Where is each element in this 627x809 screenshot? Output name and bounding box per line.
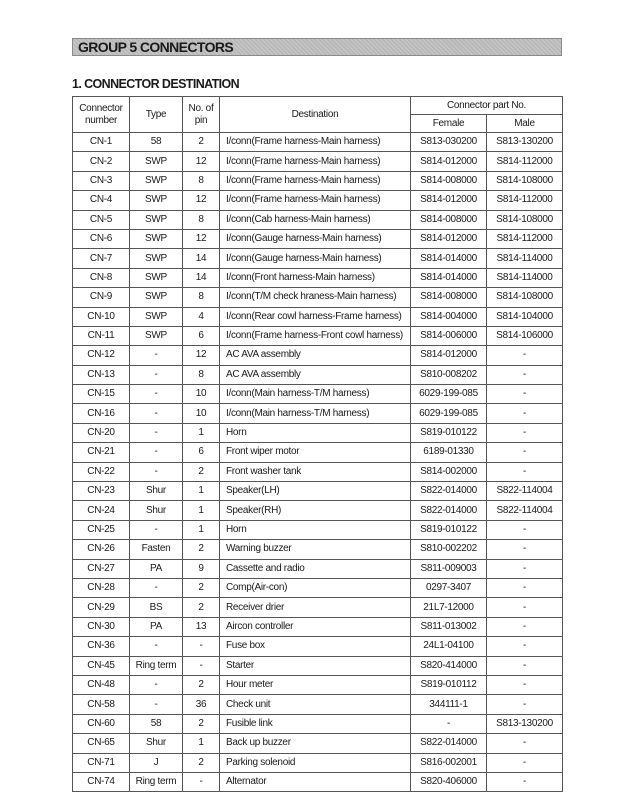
female-part-cell: S814-006000 bbox=[411, 326, 487, 345]
pin-count-cell: 8 bbox=[183, 210, 220, 229]
table-row bbox=[73, 307, 563, 326]
pin-count-cell: 2 bbox=[183, 598, 220, 617]
destination-cell: I/conn(Main harness-T/M harness) bbox=[220, 404, 411, 423]
table-row bbox=[73, 210, 563, 229]
table-row bbox=[73, 133, 563, 152]
group-title: GROUP 5 CONNECTORS bbox=[78, 39, 234, 55]
destination-cell: I/conn(Frame harness-Main harness) bbox=[220, 152, 411, 171]
table-row bbox=[73, 423, 563, 442]
connector-number-cell: CN-24 bbox=[73, 501, 130, 520]
connector-number-cell: CN-6 bbox=[73, 229, 130, 248]
type-cell: SWP bbox=[130, 210, 183, 229]
connector-destination-table bbox=[72, 96, 563, 792]
type-cell: - bbox=[130, 675, 183, 694]
destination-cell: Horn bbox=[220, 423, 411, 442]
type-cell: PA bbox=[130, 617, 183, 636]
pin-count-cell: 1 bbox=[183, 423, 220, 442]
connector-number-cell: CN-8 bbox=[73, 268, 130, 287]
female-part-cell: S820-406000 bbox=[411, 772, 487, 791]
header-no-of-pin: No. of pin bbox=[183, 97, 220, 133]
pin-count-cell: 2 bbox=[183, 133, 220, 152]
destination-cell: I/conn(Gauge harness-Main harness) bbox=[220, 249, 411, 268]
male-part-cell: S814-108000 bbox=[487, 288, 563, 307]
pin-count-cell: 8 bbox=[183, 288, 220, 307]
table-row bbox=[73, 675, 563, 694]
male-part-cell: - bbox=[487, 637, 563, 656]
connector-number-cell: CN-74 bbox=[73, 772, 130, 791]
type-cell: 58 bbox=[130, 714, 183, 733]
destination-cell: Speaker(RH) bbox=[220, 501, 411, 520]
pin-count-cell: 1 bbox=[183, 501, 220, 520]
female-part-cell: 21L7-12000 bbox=[411, 598, 487, 617]
type-cell: SWP bbox=[130, 288, 183, 307]
destination-cell: Cassette and radio bbox=[220, 559, 411, 578]
connector-number-cell: CN-23 bbox=[73, 482, 130, 501]
type-cell: Ring term bbox=[130, 772, 183, 791]
female-part-cell: S814-012000 bbox=[411, 191, 487, 210]
pin-count-cell: 1 bbox=[183, 734, 220, 753]
male-part-cell: - bbox=[487, 578, 563, 597]
destination-cell: I/conn(Cab harness-Main harness) bbox=[220, 210, 411, 229]
connector-number-cell: CN-7 bbox=[73, 249, 130, 268]
connector-number-cell: CN-26 bbox=[73, 540, 130, 559]
pin-count-cell: 36 bbox=[183, 695, 220, 714]
female-part-cell: S810-002202 bbox=[411, 540, 487, 559]
type-cell: - bbox=[130, 385, 183, 404]
destination-cell: Starter bbox=[220, 656, 411, 675]
header-destination: Destination bbox=[220, 97, 411, 133]
male-part-cell: - bbox=[487, 462, 563, 481]
connector-number-cell: CN-45 bbox=[73, 656, 130, 675]
type-cell: BS bbox=[130, 598, 183, 617]
female-part-cell: S811-013002 bbox=[411, 617, 487, 636]
female-part-cell: S811-009003 bbox=[411, 559, 487, 578]
destination-cell: AC AVA assembly bbox=[220, 365, 411, 384]
connector-number-cell: CN-22 bbox=[73, 462, 130, 481]
female-part-cell: S814-012000 bbox=[411, 152, 487, 171]
type-cell: SWP bbox=[130, 268, 183, 287]
pin-count-cell: 14 bbox=[183, 249, 220, 268]
type-cell: SWP bbox=[130, 171, 183, 190]
pin-count-cell: 10 bbox=[183, 404, 220, 423]
connector-number-cell: CN-9 bbox=[73, 288, 130, 307]
female-part-cell: S822-014000 bbox=[411, 501, 487, 520]
header-female: Female bbox=[411, 115, 487, 133]
type-cell: Fasten bbox=[130, 540, 183, 559]
male-part-cell: - bbox=[487, 443, 563, 462]
connector-number-cell: CN-58 bbox=[73, 695, 130, 714]
table-row bbox=[73, 598, 563, 617]
male-part-cell: S814-108000 bbox=[487, 210, 563, 229]
type-cell: PA bbox=[130, 559, 183, 578]
connector-number-cell: CN-4 bbox=[73, 191, 130, 210]
female-part-cell: S814-008000 bbox=[411, 288, 487, 307]
type-cell: - bbox=[130, 520, 183, 539]
destination-cell: Warning buzzer bbox=[220, 540, 411, 559]
pin-count-cell: 4 bbox=[183, 307, 220, 326]
male-part-cell: - bbox=[487, 385, 563, 404]
pin-count-cell: 12 bbox=[183, 346, 220, 365]
connector-number-cell: CN-3 bbox=[73, 171, 130, 190]
connector-number-cell: CN-15 bbox=[73, 385, 130, 404]
type-cell: 58 bbox=[130, 133, 183, 152]
destination-cell: I/conn(T/M check hraness-Main harness) bbox=[220, 288, 411, 307]
connector-number-cell: CN-27 bbox=[73, 559, 130, 578]
male-part-cell: - bbox=[487, 734, 563, 753]
table-row bbox=[73, 191, 563, 210]
male-part-cell: - bbox=[487, 656, 563, 675]
male-part-cell: S822-114004 bbox=[487, 482, 563, 501]
destination-cell: AC AVA assembly bbox=[220, 346, 411, 365]
female-part-cell: 6189-01330 bbox=[411, 443, 487, 462]
female-part-cell: 344111-1 bbox=[411, 695, 487, 714]
female-part-cell: S819-010112 bbox=[411, 675, 487, 694]
connector-number-cell: CN-5 bbox=[73, 210, 130, 229]
male-part-cell: S814-114000 bbox=[487, 249, 563, 268]
male-part-cell: - bbox=[487, 423, 563, 442]
type-cell: J bbox=[130, 753, 183, 772]
connector-number-cell: CN-29 bbox=[73, 598, 130, 617]
pin-count-cell: 8 bbox=[183, 171, 220, 190]
pin-count-cell: 2 bbox=[183, 675, 220, 694]
pin-count-cell: 1 bbox=[183, 482, 220, 501]
female-part-cell: S814-014000 bbox=[411, 249, 487, 268]
connector-number-cell: CN-16 bbox=[73, 404, 130, 423]
pin-count-cell: 9 bbox=[183, 559, 220, 578]
female-part-cell: S814-012000 bbox=[411, 346, 487, 365]
table-row bbox=[73, 462, 563, 481]
table-row bbox=[73, 288, 563, 307]
female-part-cell: S814-004000 bbox=[411, 307, 487, 326]
table-row bbox=[73, 772, 563, 791]
pin-count-cell: 6 bbox=[183, 326, 220, 345]
table-row bbox=[73, 695, 563, 714]
destination-cell: Alternator bbox=[220, 772, 411, 791]
male-part-cell: S814-112000 bbox=[487, 191, 563, 210]
table-row bbox=[73, 229, 563, 248]
destination-cell: Front wiper motor bbox=[220, 443, 411, 462]
male-part-cell: S822-114004 bbox=[487, 501, 563, 520]
female-part-cell: S819-010122 bbox=[411, 520, 487, 539]
male-part-cell: - bbox=[487, 346, 563, 365]
male-part-cell: S813-130200 bbox=[487, 133, 563, 152]
male-part-cell: S814-104000 bbox=[487, 307, 563, 326]
type-cell: - bbox=[130, 578, 183, 597]
destination-cell: I/conn(Frame harness-Main harness) bbox=[220, 191, 411, 210]
table-row bbox=[73, 734, 563, 753]
type-cell: SWP bbox=[130, 191, 183, 210]
male-part-cell: - bbox=[487, 365, 563, 384]
female-part-cell: 24L1-04100 bbox=[411, 637, 487, 656]
table-row bbox=[73, 714, 563, 733]
type-cell: - bbox=[130, 365, 183, 384]
table-row bbox=[73, 385, 563, 404]
pin-count-cell: 14 bbox=[183, 268, 220, 287]
group-title-banner bbox=[72, 38, 562, 56]
connector-number-cell: CN-30 bbox=[73, 617, 130, 636]
male-part-cell: S814-112000 bbox=[487, 152, 563, 171]
connector-number-cell: CN-28 bbox=[73, 578, 130, 597]
destination-cell: Comp(Air-con) bbox=[220, 578, 411, 597]
destination-cell: Horn bbox=[220, 520, 411, 539]
connector-number-cell: CN-13 bbox=[73, 365, 130, 384]
destination-cell: I/conn(Frame harness-Main harness) bbox=[220, 133, 411, 152]
male-part-cell: S814-106000 bbox=[487, 326, 563, 345]
female-part-cell: S822-014000 bbox=[411, 734, 487, 753]
type-cell: - bbox=[130, 346, 183, 365]
pin-count-cell: 2 bbox=[183, 578, 220, 597]
female-part-cell: S819-010122 bbox=[411, 423, 487, 442]
female-part-cell: 6029-199-085 bbox=[411, 404, 487, 423]
type-cell: - bbox=[130, 462, 183, 481]
destination-cell: Fusible link bbox=[220, 714, 411, 733]
destination-cell: I/conn(Front harness-Main harness) bbox=[220, 268, 411, 287]
table-row bbox=[73, 171, 563, 190]
female-part-cell: S814-002000 bbox=[411, 462, 487, 481]
destination-cell: Receiver drier bbox=[220, 598, 411, 617]
type-cell: Shur bbox=[130, 501, 183, 520]
table-row bbox=[73, 520, 563, 539]
connector-number-cell: CN-71 bbox=[73, 753, 130, 772]
connector-number-cell: CN-21 bbox=[73, 443, 130, 462]
destination-cell: I/conn(Frame harness-Front cowl harness) bbox=[220, 326, 411, 345]
connector-number-cell: CN-65 bbox=[73, 734, 130, 753]
type-cell: SWP bbox=[130, 307, 183, 326]
female-part-cell: 6029-199-085 bbox=[411, 385, 487, 404]
header-type: Type bbox=[130, 97, 183, 133]
type-cell: SWP bbox=[130, 326, 183, 345]
male-part-cell: S814-108000 bbox=[487, 171, 563, 190]
pin-count-cell: 12 bbox=[183, 229, 220, 248]
destination-cell: I/conn(Gauge harness-Main harness) bbox=[220, 229, 411, 248]
table-row bbox=[73, 268, 563, 287]
type-cell: - bbox=[130, 695, 183, 714]
pin-count-cell: 2 bbox=[183, 462, 220, 481]
table-row bbox=[73, 637, 563, 656]
male-part-cell: - bbox=[487, 520, 563, 539]
male-part-cell: - bbox=[487, 598, 563, 617]
male-part-cell: - bbox=[487, 675, 563, 694]
pin-count-cell: 2 bbox=[183, 540, 220, 559]
table-row bbox=[73, 578, 563, 597]
female-part-cell: - bbox=[411, 714, 487, 733]
table-row bbox=[73, 346, 563, 365]
table-row bbox=[73, 326, 563, 345]
table-row bbox=[73, 404, 563, 423]
type-cell: - bbox=[130, 423, 183, 442]
destination-cell: I/conn(Main harness-T/M harness) bbox=[220, 385, 411, 404]
male-part-cell: - bbox=[487, 559, 563, 578]
connector-number-cell: CN-11 bbox=[73, 326, 130, 345]
male-part-cell: - bbox=[487, 540, 563, 559]
type-cell: - bbox=[130, 404, 183, 423]
pin-count-cell: 12 bbox=[183, 152, 220, 171]
pin-count-cell: 2 bbox=[183, 753, 220, 772]
table-row bbox=[73, 365, 563, 384]
female-part-cell: S822-014000 bbox=[411, 482, 487, 501]
table-row bbox=[73, 443, 563, 462]
female-part-cell: S820-414000 bbox=[411, 656, 487, 675]
connector-number-cell: CN-10 bbox=[73, 307, 130, 326]
female-part-cell: S814-008000 bbox=[411, 171, 487, 190]
female-part-cell: 0297-3407 bbox=[411, 578, 487, 597]
table-row bbox=[73, 559, 563, 578]
destination-cell: Parking solenoid bbox=[220, 753, 411, 772]
female-part-cell: S814-008000 bbox=[411, 210, 487, 229]
female-part-cell: S813-030200 bbox=[411, 133, 487, 152]
type-cell: - bbox=[130, 443, 183, 462]
table-row bbox=[73, 501, 563, 520]
table-row bbox=[73, 482, 563, 501]
type-cell: SWP bbox=[130, 152, 183, 171]
destination-cell: Front washer tank bbox=[220, 462, 411, 481]
table-row bbox=[73, 540, 563, 559]
female-part-cell: S810-008202 bbox=[411, 365, 487, 384]
connector-number-cell: CN-48 bbox=[73, 675, 130, 694]
header-connector-number: Connector number bbox=[73, 97, 130, 133]
type-cell: Ring term bbox=[130, 656, 183, 675]
pin-count-cell: 1 bbox=[183, 520, 220, 539]
pin-count-cell: - bbox=[183, 772, 220, 791]
connector-number-cell: CN-2 bbox=[73, 152, 130, 171]
female-part-cell: S814-014000 bbox=[411, 268, 487, 287]
table-row bbox=[73, 152, 563, 171]
male-part-cell: - bbox=[487, 772, 563, 791]
pin-count-cell: 12 bbox=[183, 191, 220, 210]
section-title: 1. CONNECTOR DESTINATION bbox=[72, 77, 240, 91]
female-part-cell: S814-012000 bbox=[411, 229, 487, 248]
destination-cell: Check unit bbox=[220, 695, 411, 714]
destination-cell: Fuse box bbox=[220, 637, 411, 656]
pin-count-cell: 10 bbox=[183, 385, 220, 404]
female-part-cell: S816-002001 bbox=[411, 753, 487, 772]
male-part-cell: - bbox=[487, 695, 563, 714]
destination-cell: I/conn(Frame harness-Main harness) bbox=[220, 171, 411, 190]
male-part-cell: S814-114000 bbox=[487, 268, 563, 287]
male-part-cell: S814-112000 bbox=[487, 229, 563, 248]
pin-count-cell: - bbox=[183, 637, 220, 656]
destination-cell: Hour meter bbox=[220, 675, 411, 694]
destination-cell: Speaker(LH) bbox=[220, 482, 411, 501]
pin-count-cell: 13 bbox=[183, 617, 220, 636]
connector-number-cell: CN-36 bbox=[73, 637, 130, 656]
type-cell: SWP bbox=[130, 229, 183, 248]
pin-count-cell: 6 bbox=[183, 443, 220, 462]
table-row bbox=[73, 617, 563, 636]
destination-cell: Aircon controller bbox=[220, 617, 411, 636]
type-cell: SWP bbox=[130, 249, 183, 268]
destination-cell: I/conn(Rear cowl harness-Frame harness) bbox=[220, 307, 411, 326]
pin-count-cell: 2 bbox=[183, 714, 220, 733]
type-cell: Shur bbox=[130, 734, 183, 753]
male-part-cell: - bbox=[487, 753, 563, 772]
destination-cell: Back up buzzer bbox=[220, 734, 411, 753]
pin-count-cell: 8 bbox=[183, 365, 220, 384]
header-male: Male bbox=[487, 115, 563, 133]
connector-number-cell: CN-25 bbox=[73, 520, 130, 539]
connector-number-cell: CN-12 bbox=[73, 346, 130, 365]
male-part-cell: S813-130200 bbox=[487, 714, 563, 733]
connector-number-cell: CN-1 bbox=[73, 133, 130, 152]
table-row bbox=[73, 249, 563, 268]
table-body bbox=[73, 133, 563, 792]
connector-number-cell: CN-60 bbox=[73, 714, 130, 733]
male-part-cell: - bbox=[487, 617, 563, 636]
type-cell: - bbox=[130, 637, 183, 656]
table-row bbox=[73, 753, 563, 772]
male-part-cell: - bbox=[487, 404, 563, 423]
pin-count-cell: - bbox=[183, 656, 220, 675]
connector-number-cell: CN-20 bbox=[73, 423, 130, 442]
header-connector-part-no: Connector part No. bbox=[411, 97, 563, 115]
table-row bbox=[73, 656, 563, 675]
type-cell: Shur bbox=[130, 482, 183, 501]
